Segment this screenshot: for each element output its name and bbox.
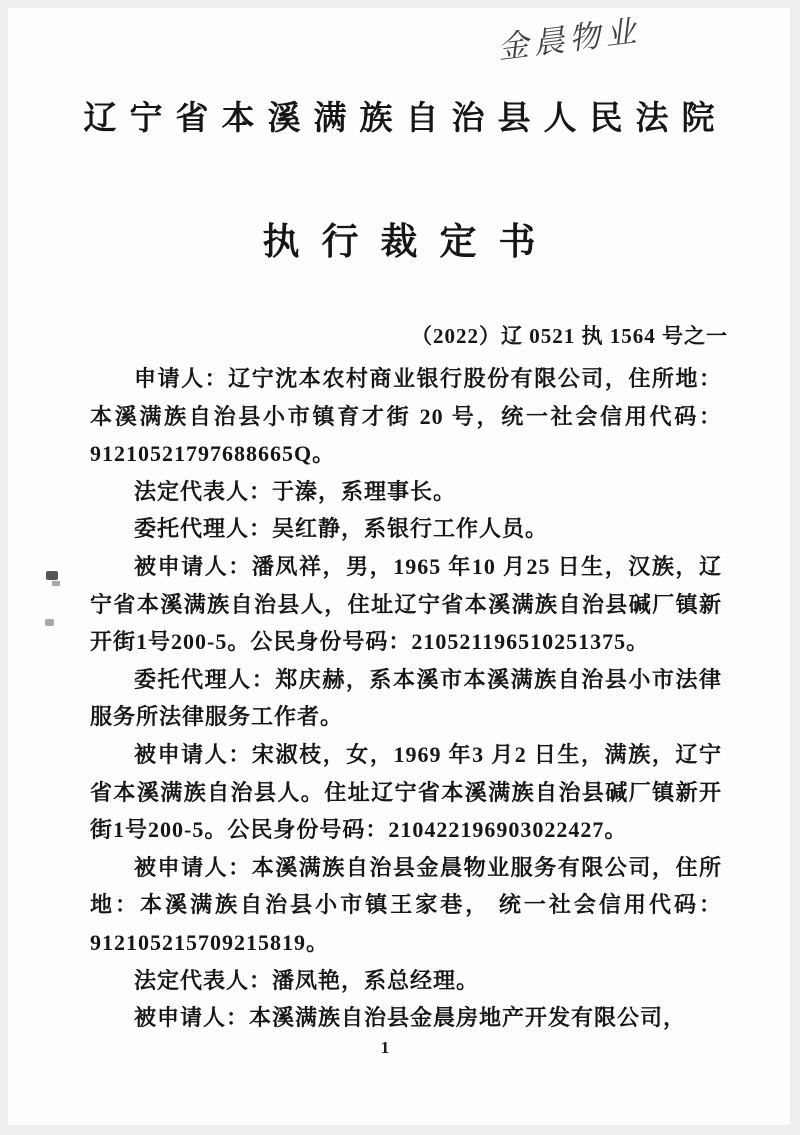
document-page [8,8,790,1125]
body-paragraph: 被申请人：潘凤祥，男，1965 年10 月25 日生，汉族，辽宁省本溪满族自治县人，住址辽宁省本溪满族自治县碱厂镇新开街1号200-5。公民身份号码：210521196510251375。 [90,553,722,655]
document-body [90,360,722,1037]
body-paragraph: 委托代理人：吴红静，系银行工作人员。 [134,516,549,542]
body-paragraph: 法定代表人：于溱，系理事长。 [134,478,457,504]
document-title: 执行裁定书 [262,222,558,263]
body-paragraph: 被申请人：本溪满族自治县金晨物业服务有限公司，住所地：本溪满族自治县小市镇王家巷， 统一社会信用代码：912105215709215819。 [90,854,722,955]
body-paragraph: 申请人：辽宁沈本农村商业银行股份有限公司，住所地：本溪满族自治县小市镇育才街 20 号，统一社会信用代码：91210521797688665Q。 [90,366,722,467]
scan-artifact [45,619,54,626]
handwritten-annotation: 金晨物业 [498,12,646,66]
page-number: 1 [380,1038,390,1057]
body-paragraph: 委托代理人：郑庆赫，系本溪市本溪满族自治县小市法律服务所法律服务工作者。 [90,666,722,730]
body-paragraph: 被申请人：宋淑枝，女，1969 年3 月2 日生，满族，辽宁省本溪满族自治县人。住址辽宁省本溪满族自治县碱厂镇新开街1号200-5。公民身份号码：210422196903022427。 [90,741,722,843]
scan-artifact [46,571,58,580]
court-name: 辽宁省本溪满族自治县人民法院 [83,101,728,137]
body-paragraph: 法定代表人：潘凤艳，系总经理。 [134,967,480,993]
case-number: （2022）辽 0521 执 1564 号之一 [411,324,728,348]
body-paragraph: 被申请人：本溪满族自治县金晨房地产开发有限公司， [134,1005,687,1031]
